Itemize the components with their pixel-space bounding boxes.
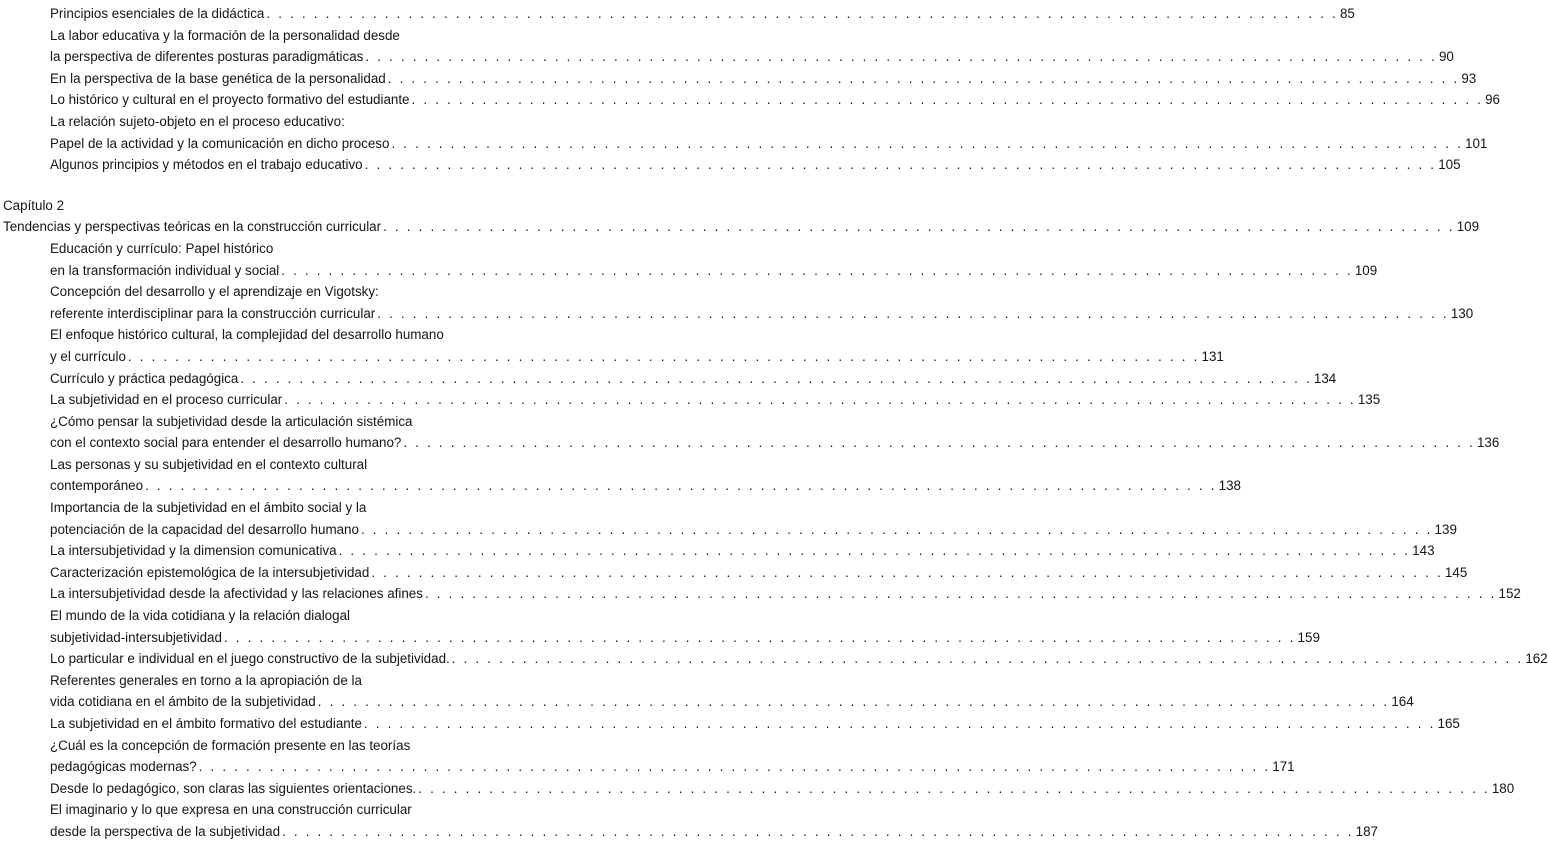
- dot-leader: . . . . . . . . . . . . . . . . . . . . . . . . . . . . . . . . . . . . . . . . . . . . . . . . . . . . . . . . . . . . . . . . . . . . . . . . . . . . . . . . . . . . . . . . . . .: [364, 157, 1437, 173]
- toc-entry-title: La subjetividad en el proceso curricular: [50, 392, 283, 408]
- toc-entry-line: [0, 497, 600, 519]
- toc-entry-last-line: [0, 154, 1461, 176]
- toc-entry-title: Las personas y su subjetividad en el contexto cultural: [50, 456, 368, 472]
- toc-entry[interactable]: [0, 389, 1381, 411]
- dot-leader: . . . . . . . . . . . . . . . . . . . . . . . . . . . . . . . . . . . . . . . . . . . . . . . . . . . . . . . . . . . . . . . . . . . . . . . . . . . . . . . . . . . . . . . . . . .: [360, 521, 1433, 537]
- toc-entry-title: El enfoque histórico cultural, la complejidad del desarrollo humano: [50, 327, 444, 343]
- toc-entry-title: En la perspectiva de la base genética de la personalidad: [50, 70, 386, 86]
- toc-entry-last-line: [0, 389, 1381, 411]
- toc-entry-last-line: [0, 46, 1454, 68]
- toc-entry-title: potenciación de la capacidad del desarrollo humano: [50, 521, 359, 537]
- dot-leader: . . . . . . . . . . . . . . . . . . . . . . . . . . . . . . . . . . . . . . . . . . . . . . . . . . . . . . . . . . . . . . . . . . . . . . . . . . . . . . . . . . . . . . . . . . .: [284, 392, 1356, 408]
- dot-leader: . . . . . . . . . . . . . . . . . . . . . . . . . . . . . . . . . . . . . . . . . . . . . . . . . . . . . . . . . . . . . . . . . . . . . . . . . . . . . . . . . . . . . . . . . . .: [127, 348, 1200, 364]
- dot-leader: . . . . . . . . . . . . . . . . . . . . . . . . . . . . . . . . . . . . . . . . . . . . . . . . . . . . . . . . . . . . . . . . . . . . . . . . . . . . . . . . . . . . . . . . . . .: [240, 370, 1312, 386]
- chapter-title-entry[interactable]: [0, 216, 1480, 238]
- dot-leader: . . . . . . . . . . . . . . . . . . . . . . . . . . . . . . . . . . . . . . . . . . . . . . . . . . . . . . . . . . . . . . . . . . . . . . . . . . . . . . . . . . . . . . . . . . .: [371, 564, 1443, 580]
- toc-entry-title: Lo histórico y cultural en el proyecto formativo del estudiante: [50, 92, 410, 108]
- toc-entry-title: ¿Cómo pensar la subjetividad desde la articulación sistémica: [50, 413, 413, 429]
- toc-entry[interactable]: [0, 562, 1468, 584]
- toc-page-number: 135: [1357, 392, 1381, 408]
- dot-leader: . . . . . . . . . . . . . . . . . . . . . . . . . . . . . . . . . . . . . . . . . . . . . . . . . . . . . . . . . . . . . . . . . . . . . . . . . . . . . . . . . . . . . . . . . . .: [451, 651, 1524, 667]
- toc-entry[interactable]: [0, 583, 1521, 605]
- toc-entry-title: la perspectiva de diferentes posturas paradigmáticas: [50, 49, 364, 65]
- toc-entry[interactable]: [0, 454, 1241, 497]
- toc-entry-title: El mundo de la vida cotidiana y la relación dialogal: [50, 608, 350, 624]
- toc-entry-last-line: [0, 583, 1521, 605]
- toc-entry-title: Concepción del desarrollo y el aprendizaje en Vigotsky:: [50, 284, 379, 300]
- dot-leader: . . . . . . . . . . . . . . . . . . . . . . . . . . . . . . . . . . . . . . . . . . . . . . . . . . . . . . . . . . . . . . . . . . . . . . . . . . . . . . . . . . . . . . . . . . .: [383, 219, 1455, 235]
- dot-leader: . . . . . . . . . . . . . . . . . . . . . . . . . . . . . . . . . . . . . . . . . . . . . . . . . . . . . . . . . . . . . . . . . . . . . . . . . . . . . . . . . . . . . . . . . . .: [198, 759, 1271, 775]
- toc-page-number: 145: [1444, 564, 1468, 580]
- toc-entry[interactable]: [0, 778, 1515, 800]
- toc-entry-line: [0, 735, 600, 757]
- toc-entry-line: [0, 238, 600, 260]
- toc-entry[interactable]: [0, 713, 1460, 735]
- toc-page-number: 109: [1354, 262, 1378, 278]
- dot-leader: . . . . . . . . . . . . . . . . . . . . . . . . . . . . . . . . . . . . . . . . . . . . . . . . . . . . . . . . . . . . . . . . . . . . . . . . . . . . . . . . . . . . . . . . . . .: [403, 435, 1475, 451]
- toc-entry-title: Referentes generales en torno a la apropiación de la: [50, 672, 362, 688]
- dot-leader: . . . . . . . . . . . . . . . . . . . . . . . . . . . . . . . . . . . . . . . . . . . . . . . . . . . . . . . . . . . . . . . . . . . . . . . . . . . . . . . . . . . . . . . . . . .: [424, 586, 1497, 602]
- dot-leader: . . . . . . . . . . . . . . . . . . . . . . . . . . . . . . . . . . . . . . . . . . . . . . . . . . . . . . . . . . . . . . . . . . . . . . . . . . . . . . . . . . . . . . . . . . .: [266, 6, 1338, 21]
- toc-entry-last-line: [0, 691, 1414, 713]
- toc-page-number: 180: [1491, 780, 1515, 796]
- toc-entry-title: en la transformación individual y social: [50, 262, 280, 278]
- toc-entry-title: Importancia de la subjetividad en el ámbito social y la: [50, 500, 367, 516]
- toc-entry-last-line: [0, 303, 1474, 325]
- toc-entry-last-line: [0, 432, 1500, 454]
- toc-entry[interactable]: [0, 68, 1477, 90]
- toc-list-chapter-2: [0, 238, 1548, 843]
- toc-page-number: 187: [1355, 823, 1378, 839]
- dot-leader: . . . . . . . . . . . . . . . . . . . . . . . . . . . . . . . . . . . . . . . . . . . . . . . . . . . . . . . . . . . . . . . . . . . . . . . . . . . . . . . . . . . . . . . . . . .: [223, 629, 1296, 645]
- dot-leader: . . . . . . . . . . . . . . . . . . . . . . . . . . . . . . . . . . . . . . . . . . . . . . . . . . . . . . . . . . . . . . . . . . . . . . . . . . . . . . . . . . . . . . . . . . .: [365, 49, 1437, 65]
- toc-entry-title: Educación y currículo: Papel histórico: [50, 240, 274, 256]
- toc-page-number: 171: [1272, 759, 1295, 775]
- chapter-gap: [0, 176, 600, 195]
- toc-entry-last-line: [0, 260, 1378, 282]
- toc-entry[interactable]: [0, 324, 1224, 367]
- dot-leader: . . . . . . . . . . . . . . . . . . . . . . . . . . . . . . . . . . . . . . . . . . . . . . . . . . . . . . . . . . . . . . . . . . . . . . . . . . . . . . . . . . . . . . . . . . .: [391, 135, 1464, 151]
- toc-entry-title: La labor educativa y la formación de la personalidad desde: [50, 27, 400, 43]
- toc-entry-last-line: [0, 648, 1548, 670]
- toc-entry-title: La relación sujeto-objeto en el proceso educativo:: [50, 113, 345, 129]
- toc-page-number: 164: [1391, 694, 1414, 710]
- toc-entry-title: Desde lo pedagógico, son claras las siguientes orientaciones.: [50, 780, 417, 796]
- toc-page-number: 90: [1438, 49, 1454, 65]
- toc-entry[interactable]: [0, 238, 1378, 281]
- toc-page-number: 152: [1498, 586, 1521, 602]
- toc-entry[interactable]: [0, 25, 1454, 68]
- toc-entry-last-line: [0, 540, 1435, 562]
- toc-page-number: 130: [1450, 305, 1474, 321]
- toc-page-number: 162: [1525, 651, 1548, 667]
- toc-entry-line: [0, 281, 600, 303]
- toc-entry-last-line: [0, 756, 1295, 778]
- toc-entry[interactable]: [0, 368, 1337, 390]
- toc-entry-title: vida cotidiana en el ámbito de la subjetividad: [50, 694, 316, 710]
- toc-entry-last-line: [0, 3, 1355, 25]
- toc-entry-title: pedagógicas modernas?: [50, 759, 197, 775]
- toc-entry-title: referente interdisciplinar para la construcción curricular: [50, 305, 376, 321]
- toc-entry-last-line: [0, 133, 1488, 155]
- dot-leader: . . . . . . . . . . . . . . . . . . . . . . . . . . . . . . . . . . . . . . . . . . . . . . . . . . . . . . . . . . . . . . . . . . . . . . . . . . . . . . . . . . . . . . . . . . .: [418, 780, 1490, 796]
- toc-entry-line: [0, 25, 600, 47]
- toc-page-number: 105: [1438, 157, 1461, 173]
- dot-leader: . . . . . . . . . . . . . . . . . . . . . . . . . . . . . . . . . . . . . . . . . . . . . . . . . . . . . . . . . . . . . . . . . . . . . . . . . . . . . . . . . . . . . . . . . . .: [411, 92, 1484, 108]
- toc-entry-title: Caracterización epistemológica de la intersubjetividad: [50, 564, 370, 580]
- chapter-title: Tendencias y perspectivas teóricas en la construcción curricular: [3, 219, 382, 235]
- toc-entry[interactable]: [0, 411, 1500, 454]
- toc-entry-last-line: [0, 627, 1320, 649]
- toc-entry-line: [0, 324, 600, 346]
- toc-entry-line: [0, 454, 600, 476]
- toc-entry-title: Papel de la actividad y la comunicación en dicho proceso: [50, 135, 390, 151]
- toc-entry-title: subjetividad-intersubjetividad: [50, 629, 222, 645]
- toc-entry-title: desde la perspectiva de la subjetividad: [50, 823, 281, 839]
- toc-entry-last-line: [0, 346, 1224, 368]
- toc-entry[interactable]: [0, 111, 1488, 154]
- toc-entry[interactable]: [0, 735, 1295, 778]
- toc-entry-last-line: [0, 821, 1378, 843]
- toc-entry-last-line: [0, 562, 1468, 584]
- toc-entry-title: Algunos principios y métodos en el trabajo educativo: [50, 157, 363, 173]
- dot-leader: . . . . . . . . . . . . . . . . . . . . . . . . . . . . . . . . . . . . . . . . . . . . . . . . . . . . . . . . . . . . . . . . . . . . . . . . . . . . . . . . . . . . . . . . . . .: [338, 543, 1411, 559]
- toc-entry-last-line: [0, 778, 1515, 800]
- chapter-label: Capítulo 2: [3, 197, 65, 213]
- toc-entry[interactable]: [0, 154, 1461, 176]
- dot-leader: . . . . . . . . . . . . . . . . . . . . . . . . . . . . . . . . . . . . . . . . . . . . . . . . . . . . . . . . . . . . . . . . . . . . . . . . . . . . . . . . . . . . . . . . . . .: [317, 694, 1390, 710]
- toc-entry-title: ¿Cuál es la concepción de formación presente en las teorías: [50, 737, 411, 753]
- toc-entry-title: Currículo y práctica pedagógica: [50, 370, 239, 386]
- toc-entry-title: con el contexto social para entender el desarrollo humano?: [50, 435, 402, 451]
- toc-entry-title: La intersubjetividad desde la afectividad y las relaciones afines: [50, 586, 423, 602]
- toc-page-number: 143: [1412, 543, 1435, 559]
- toc-entry[interactable]: [0, 497, 1457, 540]
- toc-entry[interactable]: [0, 648, 1548, 670]
- toc-entry[interactable]: [0, 799, 1378, 842]
- toc-page-number: 134: [1313, 370, 1337, 386]
- toc-entry[interactable]: [0, 540, 1435, 562]
- dot-leader: . . . . . . . . . . . . . . . . . . . . . . . . . . . . . . . . . . . . . . . . . . . . . . . . . . . . . . . . . . . . . . . . . . . . . . . . . . . . . . . . . . . . . . . . . . .: [145, 478, 1217, 494]
- toc-page-number: 165: [1437, 716, 1460, 731]
- dot-leader: . . . . . . . . . . . . . . . . . . . . . . . . . . . . . . . . . . . . . . . . . . . . . . . . . . . . . . . . . . . . . . . . . . . . . . . . . . . . . . . . . . . . . . . . . . .: [282, 823, 1354, 839]
- toc-entry-title: La intersubjetividad y la dimension comunicativa: [50, 543, 337, 559]
- toc-entry-title: y el currículo: [50, 348, 126, 364]
- toc-page-number: 138: [1218, 478, 1241, 494]
- toc-entry-title: La subjetividad en el ámbito formativo del estudiante: [50, 716, 362, 731]
- table-of-contents: [0, 3, 1548, 843]
- toc-entry-line: [0, 605, 600, 627]
- dot-leader: . . . . . . . . . . . . . . . . . . . . . . . . . . . . . . . . . . . . . . . . . . . . . . . . . . . . . . . . . . . . . . . . . . . . . . . . . . . . . . . . . . . . . . . . . . .: [281, 262, 1353, 278]
- toc-entry-last-line: [0, 713, 1460, 735]
- toc-entry-line: [0, 411, 600, 433]
- toc-entry[interactable]: [0, 670, 1414, 713]
- toc-page-number: 131: [1201, 348, 1224, 364]
- toc-entry-line: [0, 670, 600, 692]
- toc-entry-last-line: [0, 368, 1337, 390]
- toc-entry-line: [0, 799, 600, 821]
- toc-entry[interactable]: [0, 3, 1355, 25]
- toc-entry-line: [0, 111, 600, 133]
- toc-entry-title: contemporáneo: [50, 478, 144, 494]
- toc-entry-title: El imaginario y lo que expresa en una construcción curricular: [50, 802, 412, 818]
- dot-leader: . . . . . . . . . . . . . . . . . . . . . . . . . . . . . . . . . . . . . . . . . . . . . . . . . . . . . . . . . . . . . . . . . . . . . . . . . . . . . . . . . . . . . . . . . . .: [377, 305, 1449, 321]
- toc-page-number: 93: [1461, 70, 1477, 86]
- toc-page-number: 159: [1297, 629, 1320, 645]
- toc-page-number: 101: [1465, 135, 1488, 151]
- toc-entry[interactable]: [0, 89, 1501, 111]
- toc-entry-last-line: [0, 475, 1241, 497]
- toc-page-number: 96: [1485, 92, 1501, 108]
- toc-page-number: 139: [1434, 521, 1457, 537]
- dot-leader: . . . . . . . . . . . . . . . . . . . . . . . . . . . . . . . . . . . . . . . . . . . . . . . . . . . . . . . . . . . . . . . . . . . . . . . . . . . . . . . . . . . . . . . . . . .: [363, 716, 1436, 731]
- dot-leader: . . . . . . . . . . . . . . . . . . . . . . . . . . . . . . . . . . . . . . . . . . . . . . . . . . . . . . . . . . . . . . . . . . . . . . . . . . . . . . . . . . . . . . . . . . .: [387, 70, 1460, 86]
- toc-entry-last-line: [0, 89, 1501, 111]
- toc-entry[interactable]: [0, 281, 1474, 324]
- toc-entry-last-line: [0, 519, 1457, 541]
- toc-page-number: 85: [1339, 6, 1355, 21]
- chapter-page-number: 109: [1456, 219, 1480, 235]
- toc-entry-title: Lo particular e individual en el juego constructivo de la subjetividad.: [50, 651, 450, 667]
- toc-entry-last-line: [0, 68, 1477, 90]
- toc-entry[interactable]: [0, 605, 1320, 648]
- toc-list-chapter-1: [0, 3, 1501, 176]
- toc-page-number: 136: [1476, 435, 1500, 451]
- toc-entry-title: Principios esenciales de la didáctica: [50, 6, 265, 21]
